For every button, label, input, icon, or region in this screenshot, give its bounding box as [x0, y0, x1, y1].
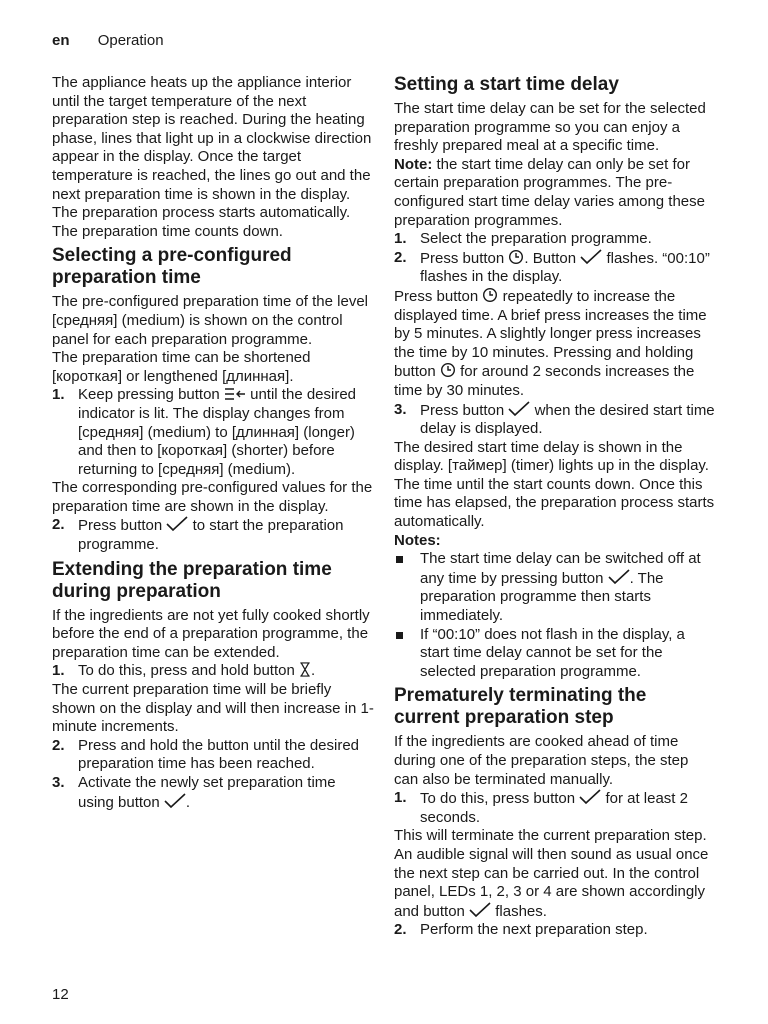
- check-icon: [508, 401, 530, 417]
- note-label: Note:: [394, 155, 433, 173]
- hourglass-icon: [299, 662, 311, 677]
- step-number: 1.: [52, 386, 65, 404]
- timer-icon: [508, 249, 524, 265]
- timer-icon: [482, 287, 498, 303]
- paragraph-text: Press button: [394, 287, 479, 305]
- step-item: [394, 921, 716, 940]
- list-item: [394, 550, 716, 625]
- paragraph: The desired start time delay is shown in the display. [таймер] (timer) lights up in the display. The time until the start counts down. Once this time has elapsed, the preparation process starts automatically.: [394, 438, 715, 531]
- step-number: 1.: [394, 230, 407, 248]
- step-text: Press button: [420, 249, 505, 267]
- left-column: [52, 74, 374, 812]
- note-text: the start time delay can only be set for certain preparation programmes. The pre-configured start time delay varies among these preparation programmes.: [394, 155, 705, 229]
- timer-icon: [440, 362, 456, 378]
- list-text: If “00:10” does not flash in the display, a start time delay cannot be set for the selected preparation programme.: [420, 625, 685, 680]
- step-text: until the desired indicator is lit. The display changes from [средняя] (medium) to [длинная] (longer) and then to [короткая] (shorter) before returning to [средняя] (medium).: [78, 386, 357, 478]
- step-number: 1.: [394, 789, 407, 807]
- step-text: when the desired start time delay is displayed.: [420, 401, 715, 438]
- paragraph: [394, 287, 716, 401]
- bullet-square: [396, 632, 403, 639]
- list-text: . The preparation programme then starts immediately.: [420, 569, 664, 625]
- step-text: . Button: [524, 249, 577, 267]
- intro-paragraph: The appliance heats up the appliance interior until the target temperature of the next preparation step is reached. During the heating phase, lines that light up in a clockwise direction appear in the display. Once the target temperature is reached, the lines go out and the next preparation time is shown in the display. The preparation process starts automatically. The preparation time counts down.: [52, 74, 372, 240]
- step-text: to start the preparation programme.: [78, 517, 344, 554]
- step-number: 2.: [394, 921, 407, 939]
- step-text: Perform the next preparation step.: [420, 921, 648, 939]
- step-text: .: [310, 662, 316, 680]
- paragraph: [394, 827, 716, 921]
- check-icon: [580, 249, 602, 265]
- paragraph: If the ingredients are cooked ahead of time during one of the preparation steps, the step can also be terminated manually.: [394, 733, 689, 788]
- step-number: 3.: [394, 400, 407, 418]
- step-text: .: [185, 793, 191, 811]
- paragraph: The current preparation time will be briefly shown on the display and will then increase in 1-minute increments.: [52, 681, 374, 736]
- step-item: [52, 737, 374, 774]
- paragraph: The corresponding pre-configured values for the preparation time are shown in the display.: [52, 479, 373, 515]
- notes-label: Notes:: [394, 531, 441, 549]
- bullet-square: [396, 556, 403, 563]
- level-select-icon: [224, 387, 246, 401]
- check-icon: [469, 902, 491, 918]
- page-header: [52, 32, 164, 51]
- step-number: 1.: [52, 662, 65, 680]
- list-item: [394, 626, 716, 682]
- note-paragraph: [394, 156, 716, 230]
- paragraph-text: for around 2 seconds increases the time by 30 minutes.: [394, 363, 695, 399]
- step-item: [394, 401, 716, 439]
- paragraph-text: repeatedly to increase the displayed time. A brief press increases the time by 5 minutes. A slightly longer press increases the time by 10 minutes. Pressing and holding button: [394, 287, 707, 381]
- step-item: [52, 662, 374, 681]
- page-number: 12: [52, 986, 69, 1003]
- paragraph: The preparation time can be shortened [короткая] or lengthened [длинная].: [52, 349, 311, 385]
- paragraph-text: flashes.: [495, 902, 547, 920]
- paragraph: The pre-configured preparation time of the level [средняя] (medium) is shown on the control panel for each preparation programme.: [52, 293, 369, 348]
- step-number: 2.: [52, 736, 65, 754]
- check-icon: [608, 569, 630, 585]
- heading-extending-preparation-time: Extending the preparation time during preparation: [52, 558, 332, 602]
- check-icon: [579, 789, 601, 805]
- list-text: The start time delay can be switched off at any time by pressing button: [420, 550, 701, 587]
- check-icon: [166, 516, 188, 532]
- heading-selecting-preconfigured-time: Selecting a pre-configured preparation time: [52, 245, 292, 289]
- step-text: flashes. “00:10” flashes in the display.: [420, 249, 710, 286]
- right-column: [394, 74, 716, 940]
- step-item: [394, 249, 716, 287]
- step-number: 2.: [394, 248, 407, 266]
- step-text: Press button: [78, 517, 163, 535]
- heading-terminating-step: Prematurely terminating the current preparation step: [394, 685, 647, 729]
- step-item: [52, 386, 374, 479]
- paragraph: If the ingredients are not yet fully cooked shortly before the end of a preparation programme, the preparation time can be extended.: [52, 606, 370, 661]
- step-text: Select the preparation programme.: [420, 230, 652, 248]
- step-item: [52, 774, 374, 812]
- step-item: [394, 230, 716, 249]
- heading-start-time-delay: Setting a start time delay: [394, 74, 619, 95]
- check-icon: [164, 793, 186, 809]
- step-number: 3.: [52, 774, 65, 791]
- paragraph-text: This will terminate the current preparation step. An audible signal will then sound as usual once the next step can be carried out. In the control panel, LEDs 1, 2, 3 or 4 are shown accordingly and button: [394, 827, 709, 920]
- step-text: To do this, press and hold button: [78, 662, 295, 680]
- step-item: [394, 789, 716, 827]
- paragraph: The start time delay can be set for the selected preparation programme so you can enjoy a freshly prepared meal at a specific time.: [394, 100, 706, 155]
- step-text: Press and hold the button until the desired preparation time has been reached.: [78, 736, 360, 773]
- step-item: [52, 516, 374, 554]
- step-text: Keep pressing button: [78, 386, 220, 404]
- section-title: Operation: [97, 32, 164, 49]
- language-code: en: [52, 32, 70, 49]
- step-text: for at least 2 seconds.: [420, 790, 688, 826]
- step-text: Activate the newly set preparation time using button: [78, 774, 336, 811]
- step-text: To do this, press button: [420, 790, 576, 808]
- step-number: 2.: [52, 516, 65, 534]
- step-text: Press button: [420, 401, 505, 419]
